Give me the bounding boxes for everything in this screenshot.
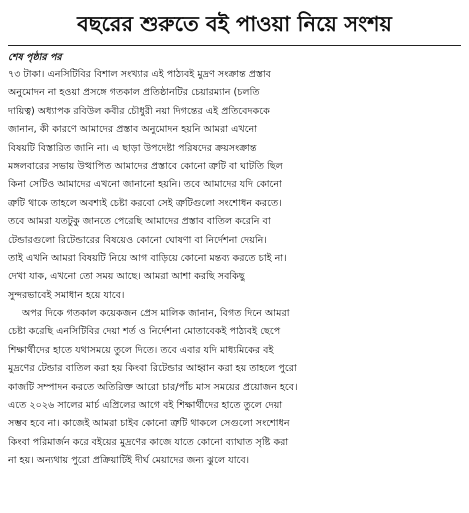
headline: বছরের শুরুতে বই পাওয়া নিয়ে সংশয় — [77, 12, 392, 36]
paragraph-2 — [8, 305, 461, 471]
text-line: কিংবা পরিমার্জন করে বইয়ের মুদ্রণের কাজে যাতে কোনো ব্যাঘাত সৃষ্টি করা — [8, 436, 289, 448]
continued-from-label: শেষ পৃষ্ঠার পর — [8, 52, 62, 63]
text-line: অপর দিকে গতকাল কয়েকজন প্রেস মালিক জানান, বিগত দিনে আমরা — [22, 308, 290, 320]
text-line: ৭৩ টাকা। এনসিটিবির বিশাল সংখ্যার এই পাঠ্যবই মুদ্রণ সংক্রান্ত প্রস্তাব — [8, 69, 271, 80]
text-line: সুন্দরভাবেই সমাধান হয়ে যাবে। — [8, 289, 125, 301]
text-line: অনুমোদন না হওয়া প্রসঙ্গে গতকাল প্রতিষ্ঠানটির চেয়ারম্যান (চলতি — [8, 87, 260, 99]
text-line: শিক্ষার্থীদের হাতে যথাসময়ে তুলে দিতে। তবে এবার যদি মাধ্যমিকের বই — [8, 344, 274, 356]
headline-divider — [8, 45, 461, 46]
text-line: ত্রুটি থাকে তাহলে অবশ্যই চেষ্টা করবো সেই ত্রুটিগুলো সংশোধন করতে। — [8, 197, 282, 209]
text-line: কিনা সেটিও আমাদের এখনো জানানো হয়নি। তবে আমাদের যদি কোনো — [8, 179, 282, 191]
text-line: মুদ্রণের টেন্ডার বাতিল করা হয় কিংবা রিটেন্ডার আহ্বান করা হয় তাহলে পুরো — [8, 363, 297, 375]
text-line: দায়িত্ব) অধ্যাপক রবিউল কবীর চৌধুরী নয়া দিগন্তের এই প্রতিবেদককে — [8, 105, 270, 117]
text-line: মঙ্গলবারের সভায় উত্থাপিত আমাদের প্রস্তাবে কোনো ত্রুটি বা ঘাটতি ছিল — [8, 160, 283, 172]
text-line: চেষ্টা করেছি এনসিটিবির দেয়া শর্ত ও নির্দেশনা মোতাবেকই পাঠ্যবই ছেপে — [8, 326, 281, 338]
text-line: জানান, কী কারণে আমাদের প্রস্তাব অনুমোদন হয়নি আমরা এখনো — [8, 124, 258, 136]
text-line: বিষয়টি বিস্তারিত জানি না। এ ছাড়া উপদেষ্টা পরিষদের ক্রয়সংক্রান্ত — [8, 142, 257, 154]
text-line: তাই এখনি আমরা বিষয়টি নিয়ে আগ বাড়িয়ে কোনো মন্তব্য করতে চাই না। — [8, 252, 287, 264]
text-line: তবে আমরা যতটুকু জানতে পেরেছি আমাদের প্রস্তাব বাতিল করেনি বা — [8, 216, 271, 228]
text-line: দেখা যাক, এখনো তো সময় আছে। আমরা আশা করছি সবকিছু — [8, 271, 245, 283]
text-line: এতে ২০২৬ সালের মার্চ এপ্রিলের আগে বই শিক্ষার্থীদের হাতে তুলে দেয়া — [8, 400, 283, 412]
text-line: টেন্ডারগুলো রিটেন্ডারের বিষয়েও কোনো ঘোষণা বা নির্দেশনা দেয়নি। — [8, 234, 267, 246]
text-line: সম্ভব হবে না। কাজেই আমরা চাইব কোনো ত্রুটি থাকলে সেগুলো সংশোধন — [8, 418, 290, 430]
text-line: কাজটি সম্পাদন করতে অতিরিক্ত আরো চার/পাঁচ মাস সময়ের প্রয়োজন হবে। — [8, 381, 298, 393]
text-line: না হয়। অন্যথায় পুরো প্রক্রিয়াটিই দীর্ঘ মেয়াদের জন্য ঝুলে যাবে। — [8, 455, 250, 467]
paragraph-1 — [8, 66, 461, 305]
